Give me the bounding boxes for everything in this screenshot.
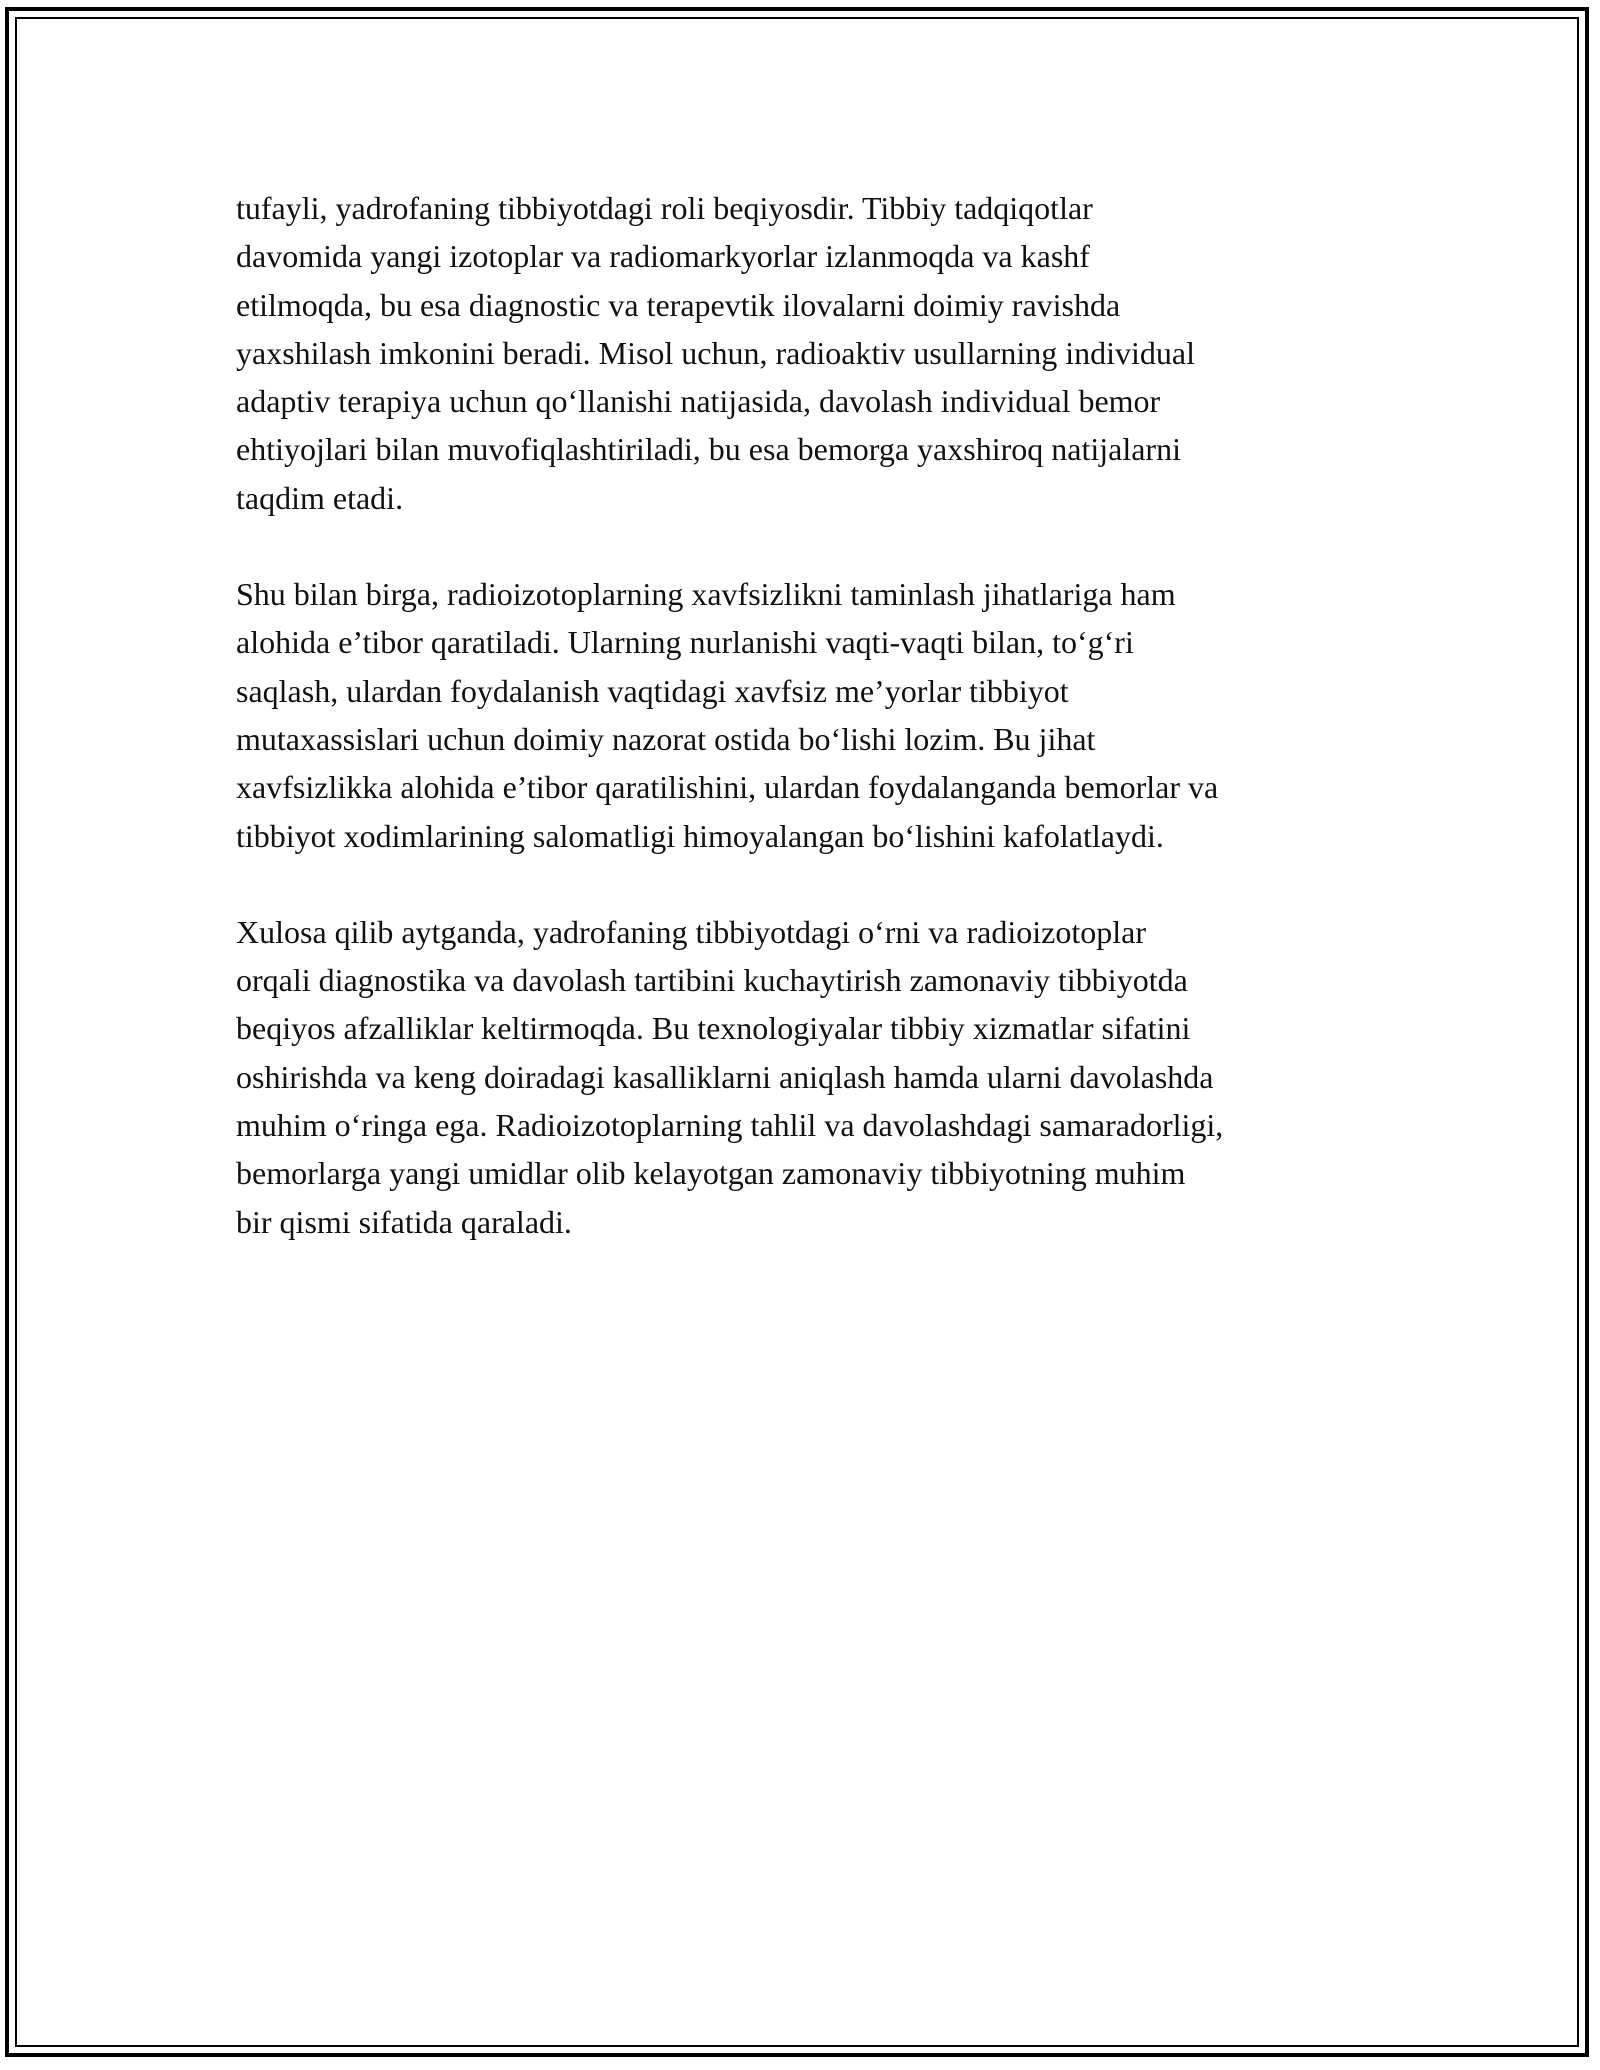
- paragraph-1: tufayli, yadrofaning tibbiyotdagi roli beqiyosdir. Tibbiy tadqiqotlar davomida yangi izotoplar va radiomarkyorlar izlanmoqda va kashf etilmoqda, bu esa diagnostic va terapevtik ilovalarni doimiy ravishda yaxshilash imkonini beradi. Misol uchun, radioaktiv usullarning individual adaptiv terapiya uchun qo‘llanishi natijasida, davolash individual bemor ehtiyojlari bilan muvofiqlashtiriladi, bu esa bemorga yaxshiroq natijalarni taqdim etadi.: [236, 190, 1195, 516]
- paragraph-2: Shu bilan birga, radioizotoplarning xavfsizlikni taminlash jihatlariga ham alohida e’tibor qaratiladi. Ularning nurlanishi vaqti-vaqti bilan, to‘g‘ri saqlash, ulardan foydalanish vaqtidagi xavfsiz me’yorlar tibbiyot mutaxassislari uchun doimiy nazorat ostida bo‘lishi lozim. Bu jihat xavfsizlikka alohida e’tibor qaratilishini, ulardan foydalanganda bemorlar va tibbiyot xodimlarining salomatligi himoyalangan bo‘lishini kafolatlaydi.: [236, 576, 1219, 854]
- document-body: [236, 184, 1386, 1294]
- paragraph-3: Xulosa qilib aytganda, yadrofaning tibbiyotdagi o‘rni va radioizotoplar orqali diagnostika va davolash tartibini kuchaytirish zamonaviy tibbiyotda beqiyos afzalliklar keltirmoqda. Bu texnologiyalar tibbiy xizmatlar sifatini oshirishda va keng doiradagi kasalliklarni aniqlash hamda ularni davolashda muhim o‘ringa ega. Radioizotoplarning tahlil va davolashdagi samaradorligi, bemorlarga yangi umidlar olib kelayotgan zamonaviy tibbiyotning muhim bir qismi sifatida qaraladi.: [236, 913, 1224, 1240]
